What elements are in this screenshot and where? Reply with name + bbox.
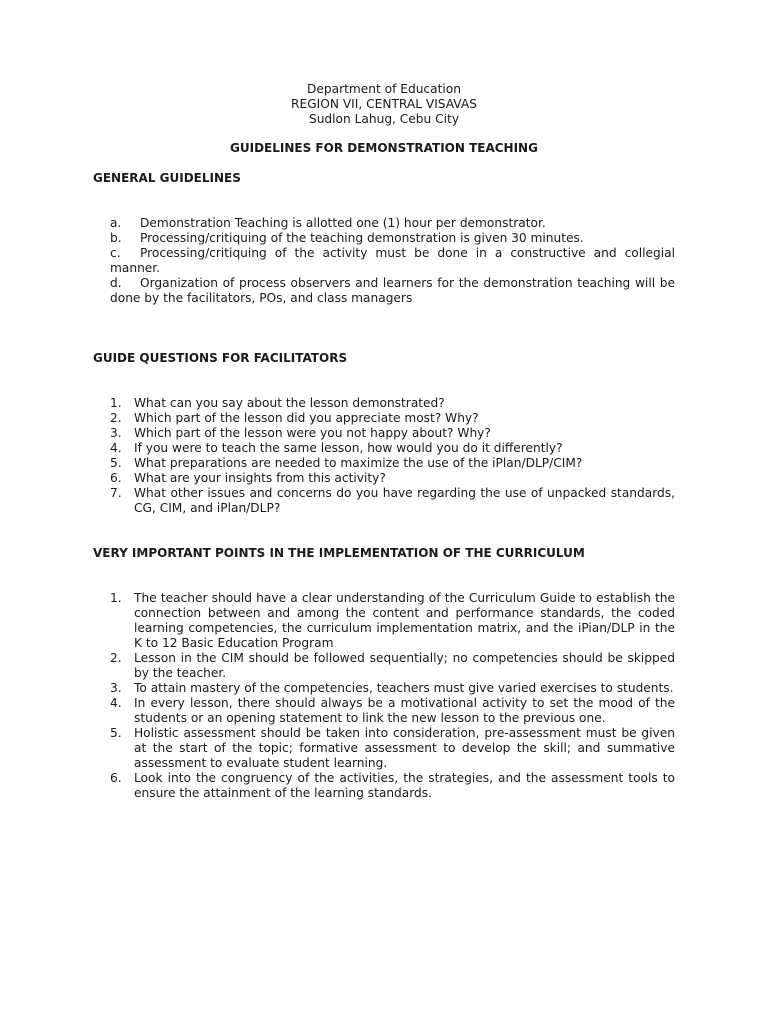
item-text: Holistic assessment should be taken into consideration, pre-assessment must be given at the start of the topic; formative assessment to develop the skill; and summative assessment to evaluate student learning. [134, 726, 675, 770]
list-item [110, 651, 675, 681]
item-text: To attain mastery of the competencies, teachers must give varied exercises to students. [134, 681, 674, 695]
list-item [110, 726, 675, 771]
guide-questions-heading: GUIDE QUESTIONS FOR FACILITATORS [93, 351, 348, 365]
list-item [110, 246, 675, 276]
item-marker: 4. [110, 696, 122, 710]
header-region: REGION VII, CENTRAL VISAVAS [291, 97, 477, 111]
item-marker: d. [110, 276, 122, 290]
list-item [110, 441, 675, 456]
item-text: What preparations are needed to maximize the use of the iPlan/DLP/CIM? [134, 456, 583, 470]
item-text: Processing/critiquing of the teaching demonstration is given 30 minutes. [140, 231, 584, 245]
list-item [110, 411, 675, 426]
important-points-heading: VERY IMPORTANT POINTS IN THE IMPLEMENTATION OF THE CURRICULUM [93, 546, 585, 560]
item-text: Demonstration Teaching is allotted one (1) hour per demonstrator. [140, 216, 546, 230]
list-item [110, 696, 675, 726]
item-text: What can you say about the lesson demonstrated? [134, 396, 445, 410]
item-marker: 2. [110, 651, 122, 665]
item-text: What are your insights from this activity? [134, 471, 386, 485]
list-item [110, 426, 675, 441]
item-text: If you were to teach the same lesson, how would you do it differently? [134, 441, 563, 455]
item-marker: 5. [110, 456, 122, 470]
item-marker: 1. [110, 591, 122, 605]
document-title: GUIDELINES FOR DEMONSTRATION TEACHING [230, 141, 538, 155]
item-marker: 7. [110, 486, 122, 500]
list-item [110, 231, 675, 246]
item-marker: 6. [110, 471, 122, 485]
important-points-list [110, 591, 675, 801]
item-text: What other issues and concerns do you have regarding the use of unpacked standards, CG, CIM, and iPlan/DLP? [134, 486, 675, 515]
header-address: Sudlon Lahug, Cebu City [308, 112, 460, 126]
general-guidelines-heading: GENERAL GUIDELINES [93, 171, 241, 185]
list-item [110, 486, 675, 516]
item-marker: 6. [110, 771, 122, 785]
item-text: Organization of process observers and learners for the demonstration teaching will be done by the facilitators, POs, and class managers [110, 276, 675, 305]
item-text: Lesson in the CIM should be followed sequentially; no competencies should be skipped by the teacher. [134, 651, 675, 680]
list-item [110, 771, 675, 801]
item-marker: 5. [110, 726, 122, 740]
item-marker: a. [110, 216, 122, 230]
header-department: Department of Education [307, 82, 461, 96]
guide-questions-list [110, 396, 675, 516]
list-item [110, 471, 675, 486]
list-item [110, 591, 675, 651]
item-text: The teacher should have a clear understanding of the Curriculum Guide to establish the connection between and among the content and performance standards, the coded learning competencies, the curriculum implementation matrix, and the iPian/DLP in the K to 12 Basic Education Program [134, 591, 675, 650]
item-marker: b. [110, 231, 122, 245]
item-text: Which part of the lesson were you not happy about? Why? [134, 426, 491, 440]
item-text: Which part of the lesson did you appreciate most? Why? [134, 411, 479, 425]
list-item [110, 216, 675, 231]
item-marker: 1. [110, 396, 122, 410]
item-text: In every lesson, there should always be a motivational activity to set the mood of the students or an opening statement to link the new lesson to the previous one. [134, 696, 675, 725]
item-marker: 2. [110, 411, 122, 425]
general-guidelines-list [110, 216, 675, 306]
item-marker: 3. [110, 681, 122, 695]
item-marker: 4. [110, 441, 122, 455]
list-item [110, 396, 675, 411]
item-marker: c. [110, 246, 121, 260]
list-item [110, 276, 675, 306]
list-item [110, 681, 675, 696]
list-item [110, 456, 675, 471]
item-text: Processing/critiquing of the activity must be done in a constructive and collegial manner. [110, 246, 675, 275]
item-marker: 3. [110, 426, 122, 440]
letterhead [0, 82, 768, 127]
item-text: Look into the congruency of the activities, the strategies, and the assessment tools to ensure the attainment of the learning standards. [134, 771, 675, 800]
